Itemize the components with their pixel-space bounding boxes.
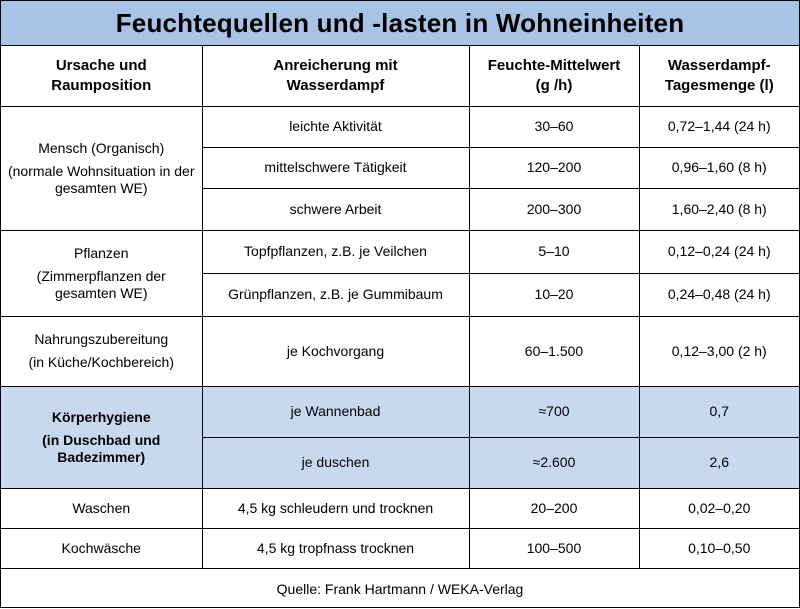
mean-cell: 120–200 (469, 147, 639, 188)
table-row (1, 316, 799, 386)
daily-cell: 0,02–0,20 (639, 488, 799, 528)
daily-cell: 2,6 (639, 437, 799, 488)
activity-cell: je duschen (202, 437, 469, 488)
daily-cell: 0,10–0,50 (639, 528, 799, 568)
daily-cell: 0,72–1,44 (24 h) (639, 106, 799, 147)
table-row (1, 488, 799, 528)
mean-cell: 60–1.500 (469, 316, 639, 386)
mean-cell: ≈700 (469, 386, 639, 437)
activity-cell: mittelschwere Tätigkeit (202, 147, 469, 188)
mean-cell: 200–300 (469, 188, 639, 230)
daily-cell: 0,96–1,60 (8 h) (639, 147, 799, 188)
daily-cell: 0,24–0,48 (24 h) (639, 273, 799, 316)
source-note: Quelle: Frank Hartmann / WEKA-Verlag (276, 580, 524, 597)
header-cause: Ursache und Raumposition (1, 46, 202, 106)
activity-cell: leichte Aktivität (202, 106, 469, 147)
table-row (1, 528, 799, 568)
header-row (1, 46, 799, 106)
mean-cell: 100–500 (469, 528, 639, 568)
mean-cell: 5–10 (469, 230, 639, 273)
activity-cell: je Wannenbad (202, 386, 469, 437)
cause-cell-kochwaesche: Kochwäsche (1, 528, 202, 568)
cause-cell-pflanzen: Pflanzen (Zimmerpflanzen der gesamten WE) (1, 230, 202, 316)
cause-cell-nahrung: Nahrungszubereitung (in Küche/Kochbereich) (1, 316, 202, 386)
activity-cell: 4,5 kg schleudern und trocknen (202, 488, 469, 528)
mean-cell: ≈2.600 (469, 437, 639, 488)
activity-cell: je Kochvorgang (202, 316, 469, 386)
table-row (1, 106, 799, 147)
mean-cell: 30–60 (469, 106, 639, 147)
moisture-table (1, 46, 799, 569)
table-row (1, 230, 799, 273)
table-row (1, 386, 799, 437)
activity-cell: Grünpflanzen, z.B. je Gummibaum (202, 273, 469, 316)
cause-cell-mensch: Mensch (Organisch) (normale Wohnsituation in der gesamten WE) (1, 106, 202, 230)
header-mean: Feuchte-Mittelwert (g /h) (469, 46, 639, 106)
daily-cell: 0,12–0,24 (24 h) (639, 230, 799, 273)
activity-cell: schwere Arbeit (202, 188, 469, 230)
cause-cell-hygiene: Körperhygiene (in Duschbad und Badezimmer) (1, 386, 202, 488)
header-daily: Wasserdampf- Tagesmenge (l) (639, 46, 799, 106)
mean-cell: 20–200 (469, 488, 639, 528)
daily-cell: 0,7 (639, 386, 799, 437)
activity-cell: 4,5 kg tropfnass trocknen (202, 528, 469, 568)
table-title: Feuchtequellen und -lasten in Wohneinheiten (1, 1, 799, 46)
header-enrichment: Anreicherung mit Wasserdampf (202, 46, 469, 106)
activity-cell: Topfpflanzen, z.B. je Veilchen (202, 230, 469, 273)
mean-cell: 10–20 (469, 273, 639, 316)
daily-cell: 0,12–3,00 (2 h) (639, 316, 799, 386)
cause-cell-waschen: Waschen (1, 488, 202, 528)
daily-cell: 1,60–2,40 (8 h) (639, 188, 799, 230)
